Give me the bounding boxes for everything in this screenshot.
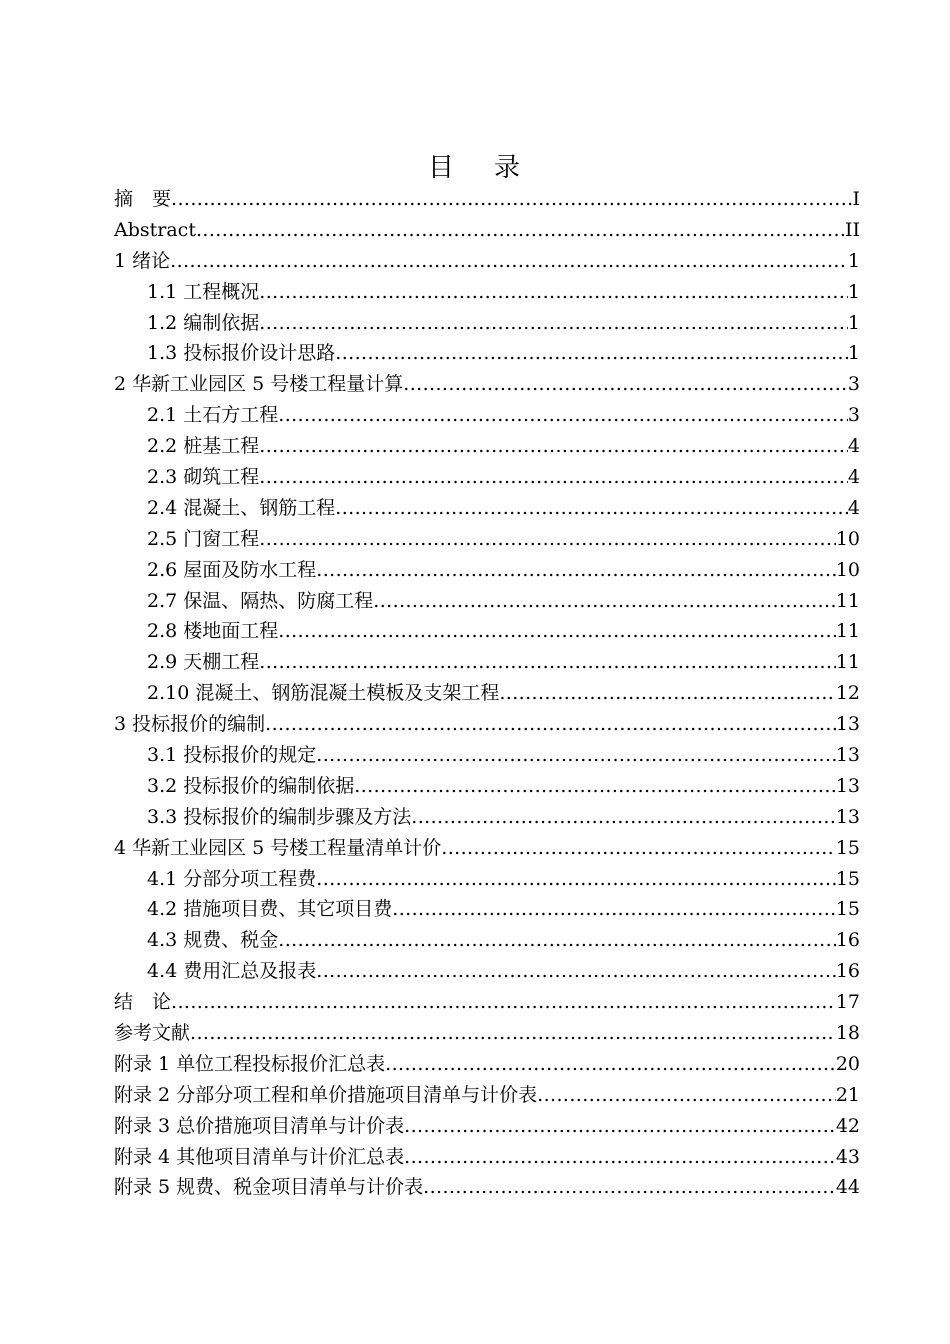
toc-title-part2: 录 <box>494 153 523 183</box>
toc-entry-page-number: 3 <box>847 373 860 396</box>
toc-entry[interactable] <box>114 925 860 956</box>
toc-entry[interactable] <box>114 462 860 493</box>
toc-entry[interactable] <box>114 678 860 709</box>
toc-entry[interactable] <box>114 864 860 895</box>
toc-dot-leader <box>499 678 835 709</box>
toc-title <box>0 150 950 186</box>
toc-entry-label: 1.3 投标报价设计思路 <box>147 342 336 365</box>
toc-entry-label: Abstract <box>114 218 196 241</box>
toc-entry-page-number: 13 <box>835 805 860 828</box>
toc-entry-page-number: 13 <box>835 713 860 736</box>
toc-entry-page-number: 1 <box>847 311 860 334</box>
toc-entry-page-number: 15 <box>835 867 860 890</box>
toc-dot-leader <box>170 246 848 277</box>
toc-dot-leader <box>316 740 836 771</box>
toc-dot-leader <box>404 1111 836 1142</box>
toc-entry[interactable] <box>114 586 860 617</box>
toc-entry-label: 摘 要 <box>114 187 172 210</box>
toc-entry[interactable] <box>114 524 860 555</box>
toc-dot-leader <box>171 184 852 215</box>
toc-entry-label: 3 投标报价的编制 <box>114 713 266 736</box>
toc-list <box>114 184 860 1203</box>
toc-dot-leader <box>441 833 836 864</box>
toc-entry[interactable] <box>114 1049 860 1080</box>
toc-entry[interactable] <box>114 740 860 771</box>
toc-entry-label: 4.2 措施项目费、其它项目费 <box>147 898 393 921</box>
toc-entry-page-number: 15 <box>835 898 860 921</box>
toc-entry-page-number: 4 <box>847 435 860 458</box>
toc-dot-leader <box>278 925 836 956</box>
toc-dot-leader <box>385 1049 836 1080</box>
toc-dot-leader <box>259 462 848 493</box>
toc-entry-label: 2.9 天棚工程 <box>147 651 260 674</box>
toc-entry-label: 2 华新工业园区 5 号楼工程量计算 <box>114 373 404 396</box>
toc-dot-leader <box>404 1142 836 1173</box>
toc-dot-leader <box>316 555 836 586</box>
toc-entry-page-number: 10 <box>835 527 860 550</box>
toc-entry[interactable] <box>114 802 860 833</box>
toc-dot-leader <box>335 493 848 524</box>
toc-entry-label: 参考文献 <box>114 1022 191 1045</box>
toc-entry-page-number: 12 <box>835 682 860 705</box>
toc-entry[interactable] <box>114 771 860 802</box>
toc-title-part1: 目 <box>427 153 456 183</box>
toc-entry-label: 2.5 门窗工程 <box>147 527 260 550</box>
toc-entry-label: 2.8 楼地面工程 <box>147 620 279 643</box>
toc-entry-label: 4.3 规费、税金 <box>147 929 279 952</box>
toc-entry[interactable] <box>114 1111 860 1142</box>
toc-entry[interactable] <box>114 493 860 524</box>
toc-entry-label: 2.10 混凝土、钢筋混凝土模板及支架工程 <box>147 682 500 705</box>
toc-entry-page-number: 11 <box>835 589 860 612</box>
toc-dot-leader <box>171 987 836 1018</box>
toc-dot-leader <box>190 1018 836 1049</box>
toc-dot-leader <box>278 616 836 647</box>
toc-entry[interactable] <box>114 894 860 925</box>
toc-dot-leader <box>537 1080 836 1111</box>
toc-entry[interactable] <box>114 308 860 339</box>
toc-entry-page-number: 1 <box>847 249 860 272</box>
toc-dot-leader <box>335 338 848 369</box>
toc-entry[interactable] <box>114 277 860 308</box>
toc-dot-leader <box>259 308 848 339</box>
toc-entry-label: 4.1 分部分项工程费 <box>147 867 317 890</box>
toc-entry-page-number: 16 <box>835 960 860 983</box>
toc-dot-leader <box>278 400 848 431</box>
toc-dot-leader <box>392 894 836 925</box>
toc-dot-leader <box>354 771 836 802</box>
toc-entry[interactable] <box>114 987 860 1018</box>
toc-dot-leader <box>403 369 848 400</box>
toc-entry-page-number: 43 <box>835 1145 860 1168</box>
toc-entry-label: 3.3 投标报价的编制步骤及方法 <box>147 805 412 828</box>
toc-entry-label: 1.1 工程概况 <box>147 280 260 303</box>
toc-entry-page-number: 1 <box>847 342 860 365</box>
toc-dot-leader <box>265 709 836 740</box>
toc-entry-page-number: 17 <box>835 991 860 1014</box>
toc-entry[interactable] <box>114 184 860 215</box>
toc-entry-page-number: 1 <box>847 280 860 303</box>
toc-entry[interactable] <box>114 555 860 586</box>
toc-entry-label: 附录 1 单位工程投标报价汇总表 <box>114 1052 386 1075</box>
toc-entry[interactable] <box>114 431 860 462</box>
toc-entry[interactable] <box>114 833 860 864</box>
toc-entry-label: 2.3 砌筑工程 <box>147 466 260 488</box>
toc-entry[interactable] <box>114 246 860 277</box>
toc-entry-page-number: 44 <box>835 1176 860 1199</box>
toc-entry[interactable] <box>114 709 860 740</box>
toc-entry-label: 附录 3 总价措施项目清单与计价表 <box>114 1114 405 1137</box>
toc-dot-leader <box>373 586 836 617</box>
toc-entry[interactable] <box>114 956 860 987</box>
toc-entry-label: 2.1 土石方工程 <box>147 404 279 427</box>
toc-entry[interactable] <box>114 1173 860 1204</box>
toc-entry-label: 2.7 保温、隔热、防腐工程 <box>147 589 374 612</box>
toc-entry-page-number: 15 <box>835 836 860 859</box>
toc-dot-leader <box>259 431 848 462</box>
toc-dot-leader <box>259 647 836 678</box>
toc-dot-leader <box>196 215 845 246</box>
toc-entry-label: 结 论 <box>114 991 172 1014</box>
toc-entry-label: 3.1 投标报价的规定 <box>147 744 317 767</box>
toc-entry-page-number: 18 <box>835 1022 860 1045</box>
toc-entry-page-number: 42 <box>835 1114 860 1137</box>
toc-dot-leader <box>411 802 836 833</box>
toc-entry-label: 附录 4 其他项目清单与计价汇总表 <box>114 1145 405 1168</box>
toc-entry-label: 4 华新工业园区 5 号楼工程量清单计价 <box>114 836 442 859</box>
toc-entry-label: 1.2 编制依据 <box>147 311 260 334</box>
toc-entry-page-number: 3 <box>847 404 860 427</box>
toc-dot-leader <box>423 1173 836 1204</box>
toc-entry-label: 3.2 投标报价的编制依据 <box>147 774 355 797</box>
toc-entry-page-number: 11 <box>835 620 860 643</box>
toc-entry[interactable] <box>114 338 860 369</box>
toc-entry-label: 2.4 混凝土、钢筋工程 <box>147 496 336 519</box>
toc-entry-label: 2.6 屋面及防水工程 <box>147 558 317 581</box>
toc-entry-page-number: 20 <box>835 1052 860 1075</box>
toc-dot-leader <box>316 864 836 895</box>
toc-entry-page-number: 4 <box>847 466 860 488</box>
toc-entry-page-number: 11 <box>835 651 860 674</box>
toc-entry-page-number: 10 <box>835 558 860 581</box>
toc-entry-page-number: I <box>852 187 860 210</box>
toc-entry[interactable] <box>114 400 860 431</box>
toc-dot-leader <box>259 277 848 308</box>
toc-dot-leader <box>316 956 836 987</box>
toc-entry-page-number: 13 <box>835 774 860 797</box>
toc-entry-label: 2.2 桩基工程 <box>147 435 260 458</box>
toc-entry[interactable] <box>114 1142 860 1173</box>
toc-entry-label: 4.4 费用汇总及报表 <box>147 960 317 983</box>
toc-entry-page-number: 13 <box>835 744 860 767</box>
toc-entry[interactable] <box>114 215 860 246</box>
toc-entry-label: 附录 5 规费、税金项目清单与计价表 <box>114 1176 424 1199</box>
toc-entry-label: 附录 2 分部分项工程和单价措施项目清单与计价表 <box>114 1083 538 1106</box>
toc-entry[interactable] <box>114 616 860 647</box>
toc-entry[interactable] <box>114 1080 860 1111</box>
toc-entry-page-number: 4 <box>847 496 860 519</box>
toc-entry-page-number: 16 <box>835 929 860 952</box>
toc-entry[interactable] <box>114 1018 860 1049</box>
toc-entry-label: 1 绪论 <box>114 249 171 272</box>
toc-dot-leader <box>259 524 836 555</box>
toc-entry[interactable] <box>114 647 860 678</box>
toc-entry[interactable] <box>114 369 860 400</box>
toc-entry-page-number: II <box>844 218 860 241</box>
toc-entry-page-number: 21 <box>835 1083 860 1106</box>
